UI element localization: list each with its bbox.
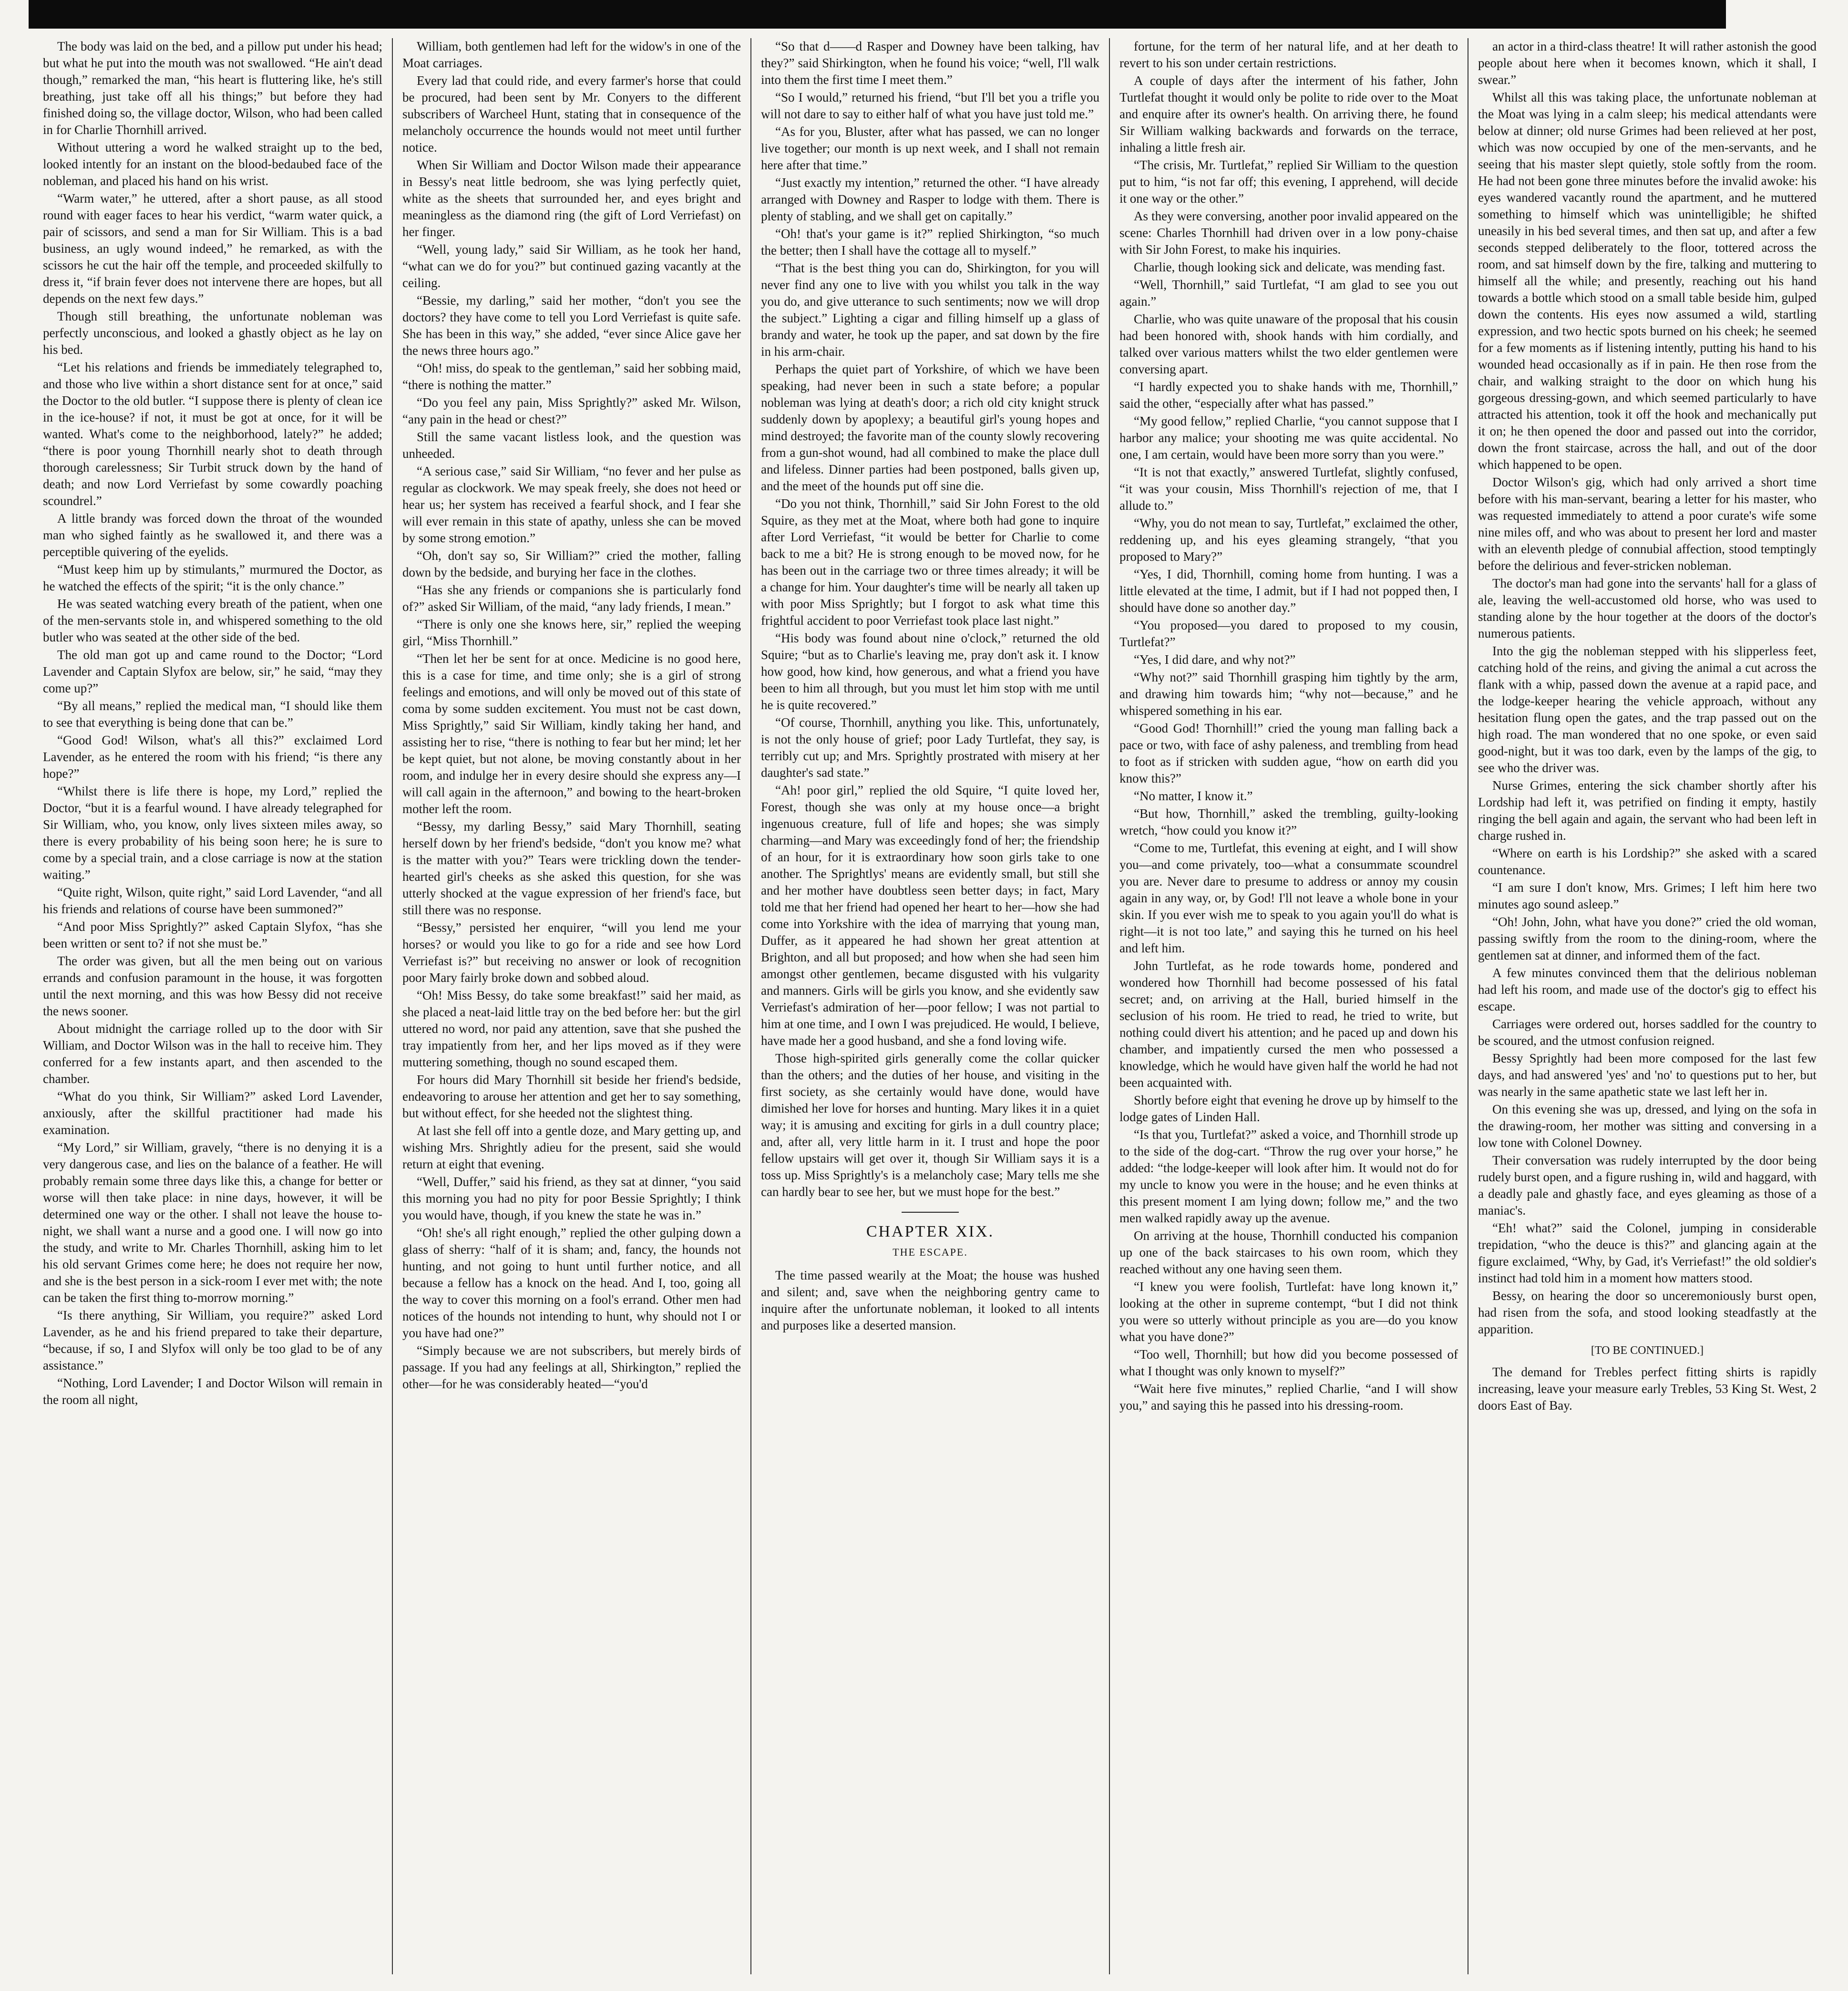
paragraph: When Sir William and Doctor Wilson made their appearance in Bessy's neat little bedroom, she was lying perfectly quiet, white as the sheets that surrounded her, and eyes bright and meaningless as the diamond ring (the gift of Lord Verriefast) on her finger. xyxy=(402,158,741,239)
paragraph: Their conversation was rudely interrupted by the door being rudely burst open, and a figure rushing in, wild and haggard, with a deadly pale and ghastly face, and eyes gleaming as those of a maniac's. xyxy=(1478,1153,1817,1217)
paragraph: Charlie, who was quite unaware of the proposal that his cousin had been honored with, shook hands with him cordially, and talked over various matters whilst the two elder gentlemen were conversing apart. xyxy=(1119,312,1458,376)
paragraph: “But how, Thornhill,” asked the trembling, guilty-looking wretch, “how could you know it?” xyxy=(1119,806,1458,837)
newspaper-page xyxy=(33,38,1826,1974)
paragraph: “Is that you, Turtlefat?” asked a voice, and Thornhill strode up to the side of the dog-cart. “Throw the rug over your horse,” he added: “the lodge-keeper will look after him. It would not do for my uncle to know you were in the house; and he even thinks at this present moment I am lying down; follow me,” and the two men walked rapidly away up the avenue. xyxy=(1119,1127,1458,1225)
paragraph: “Why not?” said Thornhill grasping him tightly by the arm, and drawing him towards him; “why not—because,” and he whispered something in his ear. xyxy=(1119,670,1458,718)
paragraph: “Oh! Miss Bessy, do take some breakfast!” said her maid, as she placed a neat-laid little tray on the bed before her: but the girl uttered no word, nor paid any attention, save that she pushed the tray impatiently from her, and her lips moved as if they were muttering something, though no sound escaped them. xyxy=(402,988,741,1069)
paragraph: A little brandy was forced down the throat of the wounded man who sighed faintly as he swallowed it, and there was a perceptible quivering of the eyelids. xyxy=(43,511,382,559)
paragraph: Every lad that could ride, and every farmer's horse that could be procured, had been sent by Mr. Conyers to the different subscribers of Warcheel Hunt, stating that in consequence of the melancholy occurrence the hounds would not meet until further notice. xyxy=(402,73,741,155)
paragraph: “So I would,” returned his friend, “but I'll bet you a trifle you will not dare to say to either half of what you have just told me.” xyxy=(761,90,1099,121)
paragraph: “Good God! Thornhill!” cried the young man falling back a pace or two, with face of ashy paleness, and trembling from head to foot as if stricken with sudden ague, “how on earth did you know this?” xyxy=(1119,721,1458,785)
paragraph: “Just exactly my intention,” returned the other. “I have already arranged with Downey and Rasper to lodge with them. There is plenty of stabling, and we shall get on capitally.” xyxy=(761,175,1099,223)
paragraph: “Come to me, Turtlefat, this evening at eight, and I will show you—and come privately, too—what a consummate scoundrel you are. Never dare to presume to address or annoy my cousin again in any way, or, by God! I'll not leave a whole bone in your skin. If you ever wish me to speak to you again you'll do what is right—it is not too late,” and saying this he turned on his heel and left him. xyxy=(1119,841,1458,955)
paragraph: “Oh! she's all right enough,” replied the other gulping down a glass of sherry: “half of it is sham; and, fancy, the hounds not hunting, and not going to hunt until further notice, and all because a fellow has a knock on the head. And I, too, going all the way to cover this morning on a fool's errand. Other men had notices of the hounds not intending to hunt, why should not I or you have had one?” xyxy=(402,1226,741,1340)
paragraph: Perhaps the quiet part of Yorkshire, of which we have been speaking, had never been in such a state before; a popular nobleman was lying at death's door; a rich old city knight struck suddenly down by apoplexy; a beautiful girl's young hopes and mind destroyed; the favorite man of the county slowly recovering from a gun-shot wound, had all combined to make the place dull and lifeless. Dinner parties had been postponed, balls given up, and the meet of the hounds put off sine die. xyxy=(761,362,1099,493)
paragraph: “Then let her be sent for at once. Medicine is no good here, this is a case for time, and time only; she is a girl of strong feelings and emotions, and will only be moved out of this state of coma by some sudden excitement. You must not be cast down, Miss Sprightly,” said Sir William, kindly taking her hand, and assisting her to rise, “there is nothing to fear but her mind; let her be kept quiet, but not alone, be moving constantly about in her room, and indulge her in every desire should she express any—I will call again in the afternoon,” and bowing to the heart-broken mother left the room. xyxy=(402,651,741,816)
paragraph: “Good God! Wilson, what's all this?” exclaimed Lord Lavender, as he entered the room with his friend; “is there any hope?” xyxy=(43,733,382,781)
paragraph: “Bessy, my darling Bessy,” said Mary Thornhill, seating herself down by her friend's bedside, “don't you know me? what is the matter with you?” Tears were trickling down the tender-hearted girl's cheeks as she asked this question, for she was utterly shocked at the vague expression of her friend's face, but still there was no response. xyxy=(402,819,741,917)
paragraph: “Of course, Thornhill, anything you like. This, unfortunately, is not the only house of grief; poor Lady Turtlefat, they say, is terribly cut up; and Mrs. Sprightly prostrated with misery at her daughter's sad state.” xyxy=(761,715,1099,780)
column-5-body xyxy=(1478,38,1817,1338)
paragraph: “Wait here five minutes,” replied Charlie, “and I will show you,” and saying this he passed into his dressing-room. xyxy=(1119,1382,1458,1413)
paragraph: “So that d——d Rasper and Downey have been talking, hav they?” said Shirkington, when he found his voice; “well, I'll walk into them the first time I meet them.” xyxy=(761,39,1099,87)
paragraph: As they were conversing, another poor invalid appeared on the scene: Charles Thornhill had driven over in a low pony-chaise with Sir John Forest, to make his inquiries. xyxy=(1119,209,1458,257)
paragraph: The order was given, but all the men being out on various errands and confusion paramount in the house, it was forgotten until the next morning, and this was how Bessy did not receive the news sooner. xyxy=(43,954,382,1018)
paragraph: “Bessie, my darling,” said her mother, “don't you see the doctors? they have come to tell you Lord Verriefast is quite safe. She has been in this way,” she added, “ever since Alice gave her the news three hours ago.” xyxy=(402,293,741,358)
paragraph: “His body was found about nine o'clock,” returned the old Squire; “but as to Charlie's leaving me, pray don't ask it. I know how good, how kind, how generous, and what a friend you have been to him all through, but you must let him stop with me until he is quite recovered.” xyxy=(761,631,1099,712)
column-3 xyxy=(750,38,1109,1974)
paragraph: “Eh! what?” said the Colonel, jumping in considerable trepidation, “who the deuce is this?” and glancing again at the figure exclaimed, “Why, by Gad, it's Verriefast!” the old soldier's instinct had told him in a moment how matters stood. xyxy=(1478,1221,1817,1285)
paragraph: “Quite right, Wilson, quite right,” said Lord Lavender, “and all his friends and relations of course have been summoned?” xyxy=(43,885,382,916)
paragraph: “No matter, I know it.” xyxy=(1134,789,1253,803)
paragraph: “Too well, Thornhill; but how did you become possessed of what I thought was only known to myself?” xyxy=(1119,1347,1458,1378)
paragraph: William, both gentlemen had left for the widow's in one of the Moat carriages. xyxy=(402,39,741,70)
paragraph: “Nothing, Lord Lavender; I and Doctor Wilson will remain in the room all night, xyxy=(43,1376,382,1407)
paragraph: A couple of days after the interment of his father, John Turtlefat thought it would only be polite to ride over to the Moat and enquire after its owner's health. On arriving there, he found Sir William walking backwards and forwards on the terrace, inhaling a little fresh air. xyxy=(1119,73,1458,155)
paragraph: “Yes, I did dare, and why not?” xyxy=(1134,652,1296,667)
column-4 xyxy=(1109,38,1468,1974)
paragraph: “There is only one she knows here, sir,” replied the weeping girl, “Miss Thornhill.” xyxy=(402,617,741,648)
paragraph: “Well, Thornhill,” said Turtlefat, “I am glad to see you out again.” xyxy=(1119,278,1458,309)
paragraph: “You proposed—you dared to proposed to my cousin, Turtlefat?” xyxy=(1119,618,1458,649)
paragraph: “Oh! miss, do speak to the gentleman,” said her sobbing maid, “there is nothing the matter.” xyxy=(402,361,741,392)
paragraph: “Must keep him up by stimulants,” murmured the Doctor, as he watched the effects of the spirit; “it is the only chance.” xyxy=(43,562,382,593)
paragraph: On arriving at the house, Thornhill conducted his companion up one of the back staircases to his own room, which they reached without any one having seen them. xyxy=(1119,1228,1458,1276)
paragraph: Carriages were ordered out, horses saddled for the country to be scoured, and the utmost confusion reigned. xyxy=(1478,1017,1817,1048)
paragraph: “Has she any friends or companions she is particularly fond of?” asked Sir William, of the maid, “any lady friends, I mean.” xyxy=(402,583,741,614)
paragraph: About midnight the carriage rolled up to the door with Sir William, and Doctor Wilson was in the hall to receive him. They conferred for a few instants apart, and then ascended to the chamber. xyxy=(43,1021,382,1086)
paragraph: “Let his relations and friends be immediately telegraphed to, and those who live within a short distance sent for at once,” said the Doctor to the old butler. “I suppose there is plenty of clean ice in the ice-house? if not, it must be got at once, for it will be wanted. What's come to the neighborhood, lately?” he added; “there is poor young Thornhill nearly shot to death through thorough carelessness; Sir Turbit struck down by the hand of death; and now Lord Verriefast by some cowardly poaching scoundrel.” xyxy=(43,360,382,508)
paragraph: “That is the best thing you can do, Shirkington, for you will never find any one to live with you whilst you talk in the way you do, and give utterance to such sentiments; now we will drop the subject.” Lighting a cigar and filling himself up a glass of brandy and water, he took up the paper, and sat down by the fire in his arm-chair. xyxy=(761,261,1099,359)
paragraph: “Oh, don't say so, Sir William?” cried the mother, falling down by the bedside, and burying her face in the clothes. xyxy=(402,548,741,579)
paragraph: The time passed wearily at the Moat; the house was hushed and silent; and, save when the neighboring gentry came to inquire after the unfortunate nobleman, it looked to all intents and purposes like a deserted mansion. xyxy=(761,1268,1099,1332)
paragraph: “Why, you do not mean to say, Turtlefat,” exclaimed the other, reddening up, and his eyes gleaming strangely, “that you proposed to Mary?” xyxy=(1119,516,1458,564)
paragraph: “Warm water,” he uttered, after a short pause, as all stood round with eager faces to hear his verdict, “warm water quick, a pair of scissors, and send a man for Sir William. This is a bad business, an ugly wound indeed,” he remarked, as with the scissors he cut the hair off the temple, and proceeded skilfully to dress it, “if brain fever does not intervene there are hopes, but all depends on the next few days.” xyxy=(43,191,382,306)
paragraph: “Whilst there is life there is hope, my Lord,” replied the Doctor, “but it is a fearful wound. I have already telegraphed for Sir William, who, you know, only lives sixteen miles away, so there is every probability of his being soon here; he is sure to come by a special train, and a close carriage is now at the station waiting.” xyxy=(43,784,382,882)
paragraph: “Do you not think, Thornhill,” said Sir John Forest to the old Squire, as they met at the Moat, where both had gone to inquire after Lord Verriefast, “it would be better for Charlie to come back to me a bit? He is strong enough to be moved now, for he has been out in the carriage two or three times already; it will be a change for him. Your daughter's time will be nearly all taken up with poor Miss Sprightly; but I forgot to ask what time this frightful accident to poor Verriefast took place last night.” xyxy=(761,496,1099,628)
paragraph: Bessy, on hearing the door so unceremoniously burst open, had risen from the sofa, and stood looking steadfastly at the apparition. xyxy=(1478,1289,1817,1336)
paragraph: The old man got up and came round to the Doctor; “Lord Lavender and Captain Slyfox are below, sir,” he said, “may they come up?” xyxy=(43,648,382,695)
paragraph: The body was laid on the bed, and a pillow put under his head; but what he put into the mouth was not swallowed. “He ain't dead though,” remarked the man, “his heart is fluttering like, he's still breathing, just take off all his things;” but before they had finished doing so, the village doctor, Wilson, who had been called in for Charlie Thornhill arrived. xyxy=(43,39,382,137)
column-1 xyxy=(33,38,392,1974)
column-3-body xyxy=(761,38,1099,1200)
paragraph: “Is there anything, Sir William, you require?” asked Lord Lavender, as he and his friend prepared to take their departure, “because, if so, I and Slyfox will only be too glad to be of any assistance.” xyxy=(43,1308,382,1372)
paragraph: “Well, young lady,” said Sir William, as he took her hand, “what can we do for you?” but continued gazing vacantly at the ceiling. xyxy=(402,242,741,290)
paragraph: Whilst all this was taking place, the unfortunate nobleman at the Moat was lying in a calm sleep; his medical attendants were below at dinner; old nurse Grimes had been relieved at her post, which was now occupied by one of the men-servants, and he seeing that his master slept quietly, stole softly from the room. He had not been gone three minutes before the invalid awoke: his eyes wandered vacantly round the apartment, and he muttered something to himself which was unintelligible; he shifted uneasily in his bed several times, and then sat up, and after a few seconds stepped deliberately to the floor, tottered across the room, and sat himself down by the fire, talking and muttering to himself all the while; and presently, reaching out his hand towards a bottle which stood on a small table beside him, gulped down the contents. His eyes now assumed a wild, startling expression, and two hectic spots burned on his cheek; he seemed for a few moments as if listening intently, putting his hand to his wounded head occasionally as if in pain. He then rose from the chair, and walking straight to the door on which hung his gorgeous dressing-gown, and which seemed particularly to have attracted his attention, took it off the hook and mechanically put it on; he then opened the door and passed out into the corridor, down the front staircase, across the hall, and out of the door which happened to be open. xyxy=(1478,90,1817,472)
paragraph: “As for you, Bluster, after what has passed, we can no longer live together; our month is up next week, and I shall not remain here after that time.” xyxy=(761,124,1099,172)
paragraph: Charlie, though looking sick and delicate, was mending fast. xyxy=(1134,260,1446,274)
paragraph: Doctor Wilson's gig, which had only arrived a short time before with his man-servant, bearing a letter for his master, who was requested immediately to attend a poor curate's wife some nine miles off, and who was about to present her lord and master with an eleventh pledge of connubial affection, stood temptingly before the delirious and fever-stricken nobleman. xyxy=(1478,475,1817,573)
paragraph: For hours did Mary Thornhill sit beside her friend's bedside, endeavoring to arouse her attention and get her to say something, but without effect, for she heeded not the slightest thing. xyxy=(402,1073,741,1120)
paragraph: Still the same vacant listless look, and the question was unheeded. xyxy=(402,430,741,461)
paragraph: A few minutes convinced them that the delirious nobleman had left his room, and made use of the doctor's gig to effect his escape. xyxy=(1478,966,1817,1013)
paragraph: Nurse Grimes, entering the sick chamber shortly after his Lordship had left it, was petrified on finding it empty, hastily ringing the bell again and again, the servant who had been left in charge rushed in. xyxy=(1478,778,1817,843)
paragraph: “By all means,” replied the medical man, “I should like them to see that everything is being done that can be.” xyxy=(43,699,382,730)
paragraph: Those high-spirited girls generally come the collar quicker than the others; and the duties of her house, and visiting in the first society, as she certainly would have done, would have dimished her love for horses and hunting. Mary likes it in a quiet way; it is amusing and exciting for girls in a dull country place; and, after all, very little harm in it. I trust and hope the poor fellow upstairs will get over it, though Sir William says it is a toss up. Miss Sprightly's is a melancholy case; Mary tells me she can hardly bear to see her, but we must hope for the best.” xyxy=(761,1051,1099,1199)
column-5 xyxy=(1468,38,1826,1974)
paragraph: “Oh! John, John, what have you done?” cried the old woman, passing swiftly from the room to the dining-room, where the gentlemen sat at dinner, and informed them of the fact. xyxy=(1478,915,1817,962)
shirt-advertisement: The demand for Trebles perfect fitting shirts is rapidly increasing, leave your measure early Trebles, 53 King St. West, 2 doors East of Bay. xyxy=(1478,1365,1817,1413)
paragraph: “A serious case,” said Sir William, “no fever and her pulse as regular as clockwork. We may speak freely, she does not heed or hear us; her system has received a fearful shock, and I fear she will ever remain in this state of apathy, unless she can be moved by some strong emotion.” xyxy=(402,464,741,545)
paragraph: “I knew you were foolish, Turtlefat: have long known it,” looking at the other in supreme contempt, “but I did not think you were so utterly without principle as you are—do you know what you have done?” xyxy=(1119,1279,1458,1344)
paragraph: Though still breathing, the unfortunate nobleman was perfectly unconscious, and looked a ghastly object as he lay on his bed. xyxy=(43,309,382,357)
paragraph: Into the gig the nobleman stepped with his slipperless feet, catching hold of the reins, and giving the animal a cut across the flank with a whip, passed down the avenue at a rapid pace, and the lodge-keeper hearing the vehicle approach, without any hesitation flung open the gates, and the trap passed out on the high road. The man wondered that no one spoke, or even said good-night, but it was too dark, even by the lamps of the gig, to see who the driver was. xyxy=(1478,644,1817,775)
paragraph: On this evening she was up, dressed, and lying on the sofa in the drawing-room, her mother was sitting and conversing in a low tone with Colonel Downey. xyxy=(1478,1102,1817,1150)
paragraph: He was seated watching every breath of the patient, when one of the men-servants stole in, and whispered something to the old butler who was seated at the other side of the bed. xyxy=(43,597,382,644)
paragraph: “And poor Miss Sprightly?” asked Captain Slyfox, “has she been written or sent to? if not she must be.” xyxy=(43,919,382,950)
paragraph: “Oh! that's your game is it?” replied Shirkington, “so much the better; then I shall have the cottage all to myself.” xyxy=(761,227,1099,258)
chapter-title: CHAPTER XIX. xyxy=(866,1223,995,1240)
paragraph: “Simply because we are not subscribers, but merely birds of passage. If you had any feelings at all, Shirkington,” replied the other—for he was considerably heated—“you'd xyxy=(402,1343,741,1391)
paragraph: “Bessy,” persisted her enquirer, “will you lend me your horses? or would you like to go for a ride and see how Lord Verriefast is?” but receiving no answer or look of recognition poor Mary fairly broke down and sobbed aloud. xyxy=(402,920,741,985)
paragraph: “Ah! poor girl,” replied the old Squire, “I quite loved her, Forest, though she was only at my house once—a bright ingenuous creature, full of life and hopes; she was simply charming—and Mary was exceedingly fond of her; the friendship of an hour, for it is extraordinary how soon girls take to one another. The Sprightlys' means are evidently small, but still she and her mother have doubtless seen better days; in fact, Mary told me that her friend had opened her heart to her—how she had come into Yorkshire with the idea of marrying that young man, Duffer, as it appeared he had shown her great attention at Brighton, and all but proposed; and how when she had seen him amongst other gentlemen, became disgusted with his vulgarity and manners. Girls will be girls you know, and she evidently saw Verriefast's admiration of her—poor fellow; I was not partial to him at one time, and I own I was prejudiced. He would, I believe, have made her a good husband, and she a fond loving wife. xyxy=(761,783,1099,1048)
paragraph: Without uttering a word he walked straight up to the bed, looked intently for an instant on the blood-bedaubed face of the nobleman, and placed his hand on his wrist. xyxy=(43,140,382,188)
paragraph: fortune, for the term of her natural life, and at her death to revert to his son under certain restrictions. xyxy=(1119,39,1458,70)
paragraph: “My Lord,” sir William, gravely, “there is no denying it is a very dangerous case, and lies on the balance of a feather. He will probably remain some three days like this, a change for better or worse will then take place: in nine days, however, it will be determined one way or the other. I shall not leave the house to-night, we shall want a nurse and a good one. I will now go into the study, and write to Mr. Charles Thornhill, asking him to let his old servant Grimes come here; he does not require her now, and she is the best person in a sick-room I ever met with; the note can be taken the first thing to-morrow morning.” xyxy=(43,1140,382,1305)
paragraph: “Well, Duffer,” said his friend, as they sat at dinner, “you said this morning you had no pity for poor Bessie Sprightly; I think you would have, though, if you knew the state he was in.” xyxy=(402,1175,741,1222)
paragraph: “Where on earth is his Lordship?” she asked with a scared countenance. xyxy=(1478,846,1817,877)
paragraph: “I hardly expected you to shake hands with me, Thornhill,” said the other, “especially after what has passed.” xyxy=(1119,380,1458,411)
chapter-subtitle: THE ESCAPE. xyxy=(893,1246,968,1258)
paragraph: “What do you think, Sir William?” asked Lord Lavender, anxiously, after the skillful practitioner had made his examination. xyxy=(43,1089,382,1137)
paragraph: “Yes, I did, Thornhill, coming home from hunting. I was a little elevated at the time, I admit, but if I had not popped then, I should have done so another day.” xyxy=(1119,567,1458,615)
paragraph: “My good fellow,” replied Charlie, “you cannot suppose that I harbor any malice; your shooting me was quite accidental. No one, I am certain, would have been more sorry than you were.” xyxy=(1119,414,1458,462)
paragraph: “The crisis, Mr. Turtlefat,” replied Sir William to the question put to him, “is not far off; this evening, I apprehend, will decide it one way or the other.” xyxy=(1119,158,1458,206)
paragraph: “It is not that exactly,” answered Turtlefat, slightly confused, “it was your cousin, Miss Thornhill's rejection of me, that I allude to.” xyxy=(1119,465,1458,513)
top-masthead-band xyxy=(29,0,1726,29)
paragraph: John Turtlefat, as he rode towards home, pondered and wondered how Thornhill had become possessed of his fatal secret; and, on arriving at the Hall, buried himself in the seclusion of his room. He tried to read, he tried to write, but nothing could divert his attention; and he paced up and down his chamber, and impatiently cursed the men who possessed a knowledge, which he would have given half the world he had not been acquainted with. xyxy=(1119,959,1458,1090)
paragraph: an actor in a third-class theatre! It will rather astonish the good people about here when it becomes known, which it shall, I swear.” xyxy=(1478,39,1817,87)
paragraph: Bessy Sprightly had been more composed for the last few days, and had answered 'yes' and 'no' to questions put to her, but was nearly in the same apathetic state we last left her in. xyxy=(1478,1051,1817,1099)
to-be-continued: [TO BE CONTINUED.] xyxy=(1591,1344,1704,1357)
paragraph: “Do you feel any pain, Miss Sprightly?” asked Mr. Wilson, “any pain in the head or chest?” xyxy=(402,395,741,426)
paragraph: “I am sure I don't know, Mrs. Grimes; I left him here two minutes ago sound asleep.” xyxy=(1478,880,1817,911)
paragraph: Shortly before eight that evening he drove up by himself to the lodge gates of Linden Hall. xyxy=(1119,1093,1458,1124)
column-2 xyxy=(392,38,750,1974)
column-3-after-chapter xyxy=(761,1267,1099,1334)
paragraph: The doctor's man had gone into the servants' hall for a glass of ale, leaving the well-accustomed old horse, who was used to standing alone by the hour together at the doors of the doctor's numerous patients. xyxy=(1478,576,1817,640)
chapter-rule xyxy=(902,1212,959,1213)
paragraph: At last she fell off into a gentle doze, and Mary getting up, and wishing Mrs. Shrightly adieu for the present, said she would return at eight that evening. xyxy=(402,1124,741,1171)
